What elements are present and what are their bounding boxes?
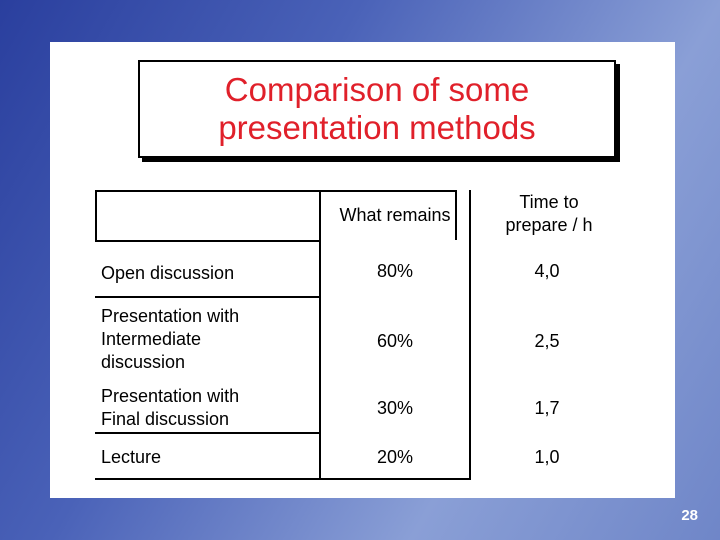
header-time-to-prepare: Time to prepare / h	[505, 192, 593, 235]
row-remains: 20%	[376, 447, 414, 467]
table-top-border	[95, 190, 457, 192]
row-time: 1,0	[534, 447, 560, 467]
row-time: 4,0	[534, 261, 560, 281]
row-remains: 80%	[376, 261, 414, 281]
row-separator-1	[95, 296, 320, 298]
row-remains: 30%	[376, 398, 414, 418]
title-line-2: presentation methods	[218, 109, 536, 146]
row-method: Lecture	[101, 447, 162, 467]
row-time: 2,5	[534, 331, 560, 351]
title-box	[138, 60, 616, 158]
header-what-remains: What remains	[339, 205, 451, 225]
row-method: Presentation with Intermediate discussion	[101, 306, 240, 372]
row-remains: 60%	[376, 331, 414, 351]
page-number: 28	[681, 507, 698, 524]
row-time: 1,7	[534, 398, 560, 418]
row-method: Open discussion	[101, 263, 235, 283]
title-line-1: Comparison of some	[224, 71, 530, 108]
comparison-table	[95, 190, 625, 480]
header-left-border	[95, 190, 97, 240]
header-bottom-border	[95, 240, 320, 242]
row-separator-3	[95, 432, 320, 434]
row-method: Presentation with Final discussion	[101, 386, 240, 429]
table-bottom-border	[95, 478, 471, 480]
